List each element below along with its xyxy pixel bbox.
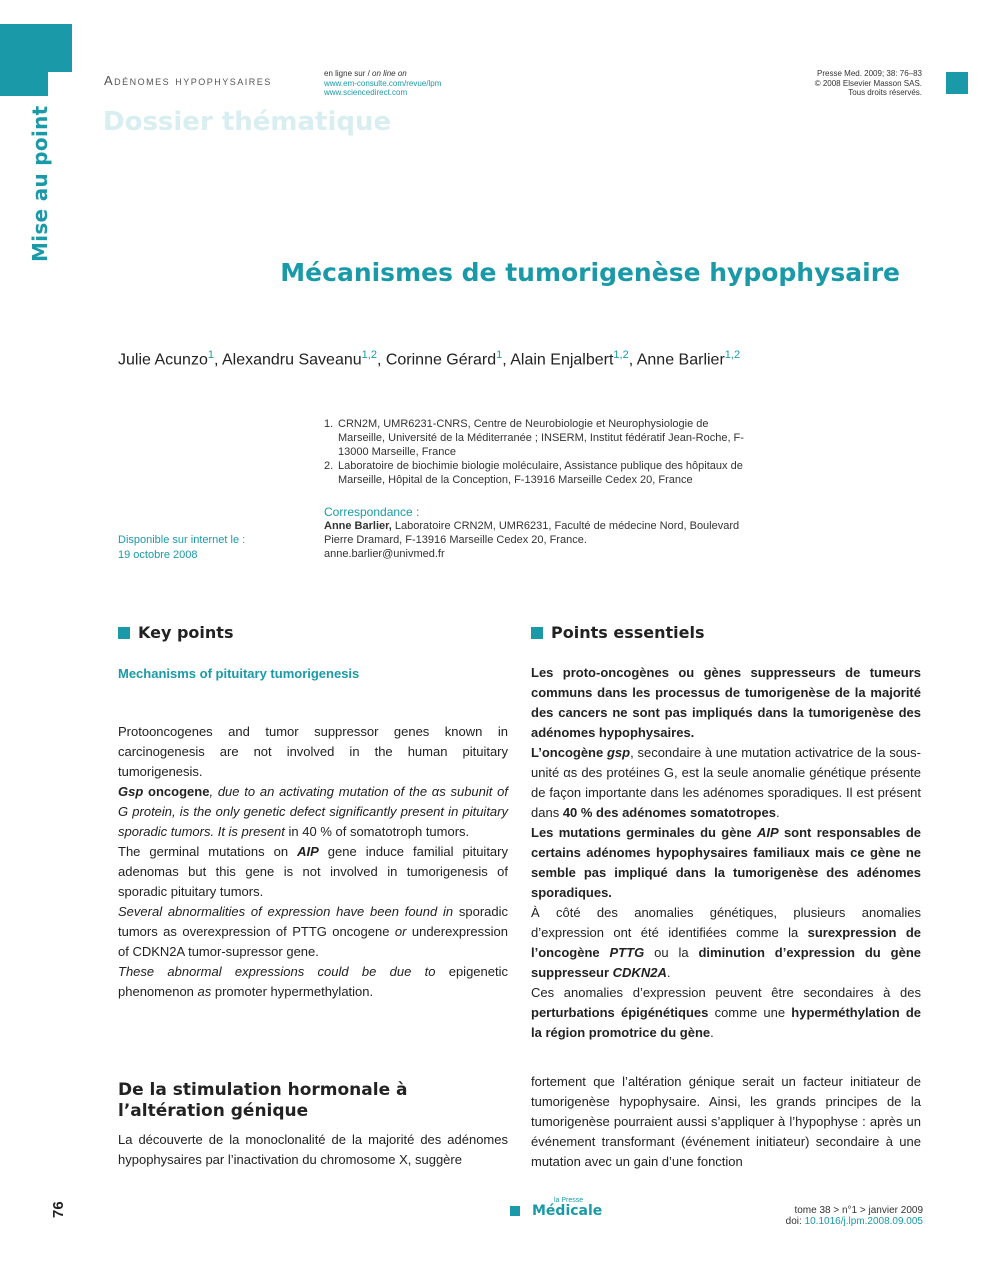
availability-date (118, 533, 245, 563)
doi-line (720, 1216, 923, 1227)
pe-p4-c: diminution d’expression du gène suppresseur (531, 945, 921, 980)
point-paragraph (531, 823, 921, 903)
author-name: Anne Barlier (636, 351, 725, 369)
page-number: 76 (50, 1201, 67, 1218)
pe-p5-b: perturbations épigénétiques (531, 1005, 709, 1020)
pe-p5-c: hyperméthylation de la région promotrice du gène (531, 1005, 921, 1040)
author-separator: , (502, 351, 511, 369)
pe-gsp: gsp (606, 745, 631, 760)
kp-p2-tail: in 40 % of somatotroph tumors. (284, 824, 470, 839)
rubric: Adénomes hypophysaires (104, 73, 272, 88)
author-list (118, 349, 740, 369)
key-point-paragraph (118, 902, 508, 962)
section-title: De la stimulation hormonale à l’altération génique (118, 1080, 408, 1121)
body-text-right: fortement que l’altération génique serait un facteur initiateur de tumorigenèse hypophysaire. Ainsi, les grands principes de la tumorigenèse pourraient aussi s’appliquer à l’hypophyse : après un événement transformant (événement initiateur) secondaire à une mutation avec un gain d’une fonction (531, 1074, 921, 1169)
doi-label: doi: (785, 1216, 805, 1227)
pe-pttg: PTTG (609, 945, 645, 960)
correspondance-body (324, 519, 744, 561)
pe-p3-b: sont responsables de certains adénomes hypophysaires familiaux mais ce gène ne semble pas impliqué dans la tumorigenèse des adénomes sporadiques. (531, 825, 921, 900)
point-paragraph (531, 903, 921, 983)
key-point-paragraph (118, 962, 508, 1002)
point-paragraph (531, 983, 921, 1043)
pe-p1: Les proto-oncogènes ou gènes suppresseurs de tumeurs communs dans les processus de tumorigenèse de la majorité des cancers ne sont pas impliqués dans la tumorigenèse des adénomes hypophysaires. (531, 665, 921, 740)
kp-oncogene: oncogene (143, 784, 210, 799)
correspondance-address: Laboratoire CRN2M, UMR6231, Faculté de médecine Nord, Boulevard Pierre Dramard, F-13916 Marseille Cedex 20, France. (324, 520, 740, 546)
author-separator: , (213, 351, 222, 369)
affiliation-item (324, 459, 744, 487)
pe-p4-b: surexpression de l’oncogène (531, 925, 922, 960)
affiliation-item (324, 417, 744, 459)
points-essentiels-heading (531, 623, 704, 642)
kp-p5-b: epigenetic phenomenon (118, 964, 508, 999)
kp-p1: Protooncogenes and tumor suppressor genes known in carcinogenesis are not involved in the human pituitary tumorigenesis. (118, 724, 508, 779)
journal-info (720, 69, 922, 98)
correspondance-email[interactable]: anne.barlier@univmed.fr (324, 548, 445, 560)
kp-gsp: Gsp (118, 784, 144, 799)
key-point-paragraph (118, 842, 508, 902)
key-point-paragraph (118, 782, 508, 842)
kp-p5-a: These abnormal expressions could be due to (118, 964, 449, 979)
kp-p4-c: underexpression of CDKN2A tumor-supressor gene. (118, 924, 508, 959)
copyright: © 2008 Elsevier Masson SAS. (814, 78, 922, 88)
heading-square-icon (531, 627, 543, 639)
author-name: Corinne Gérard (385, 351, 497, 369)
footer-info (720, 1205, 923, 1227)
pe-p2-a: L’oncogène (531, 745, 607, 760)
affiliations (324, 417, 744, 487)
logo-big-text: Médicale (532, 1203, 603, 1219)
affiliation-number: 1. (324, 418, 334, 430)
pe-aip: AIP (756, 825, 779, 840)
author-affiliation: 1,2 (724, 349, 741, 361)
pe-cdkn2a: CDKN2A (612, 965, 667, 980)
kp-p4-a: Several abnormalities of expression have been found in (118, 904, 459, 919)
logo-small-text: la Presse (554, 1197, 584, 1204)
logo-text (532, 1197, 602, 1219)
doi-link[interactable]: 10.1016/j.lpm.2008.09.005 (804, 1216, 923, 1227)
pe-p2-c: 40 % des adénomes somatotropes (562, 805, 776, 820)
key-points-heading (118, 623, 233, 642)
pe-p5-end: . (710, 1025, 714, 1040)
dossier-label: Dossier thématique (103, 107, 392, 137)
author-affiliation: 1,2 (613, 349, 629, 361)
points-essentiels-text (531, 663, 921, 1043)
pe-p5-a: Ces anomalies d’expression peuvent être secondaires à des (531, 985, 921, 1000)
author-separator: , (628, 351, 637, 369)
online-link-emc[interactable]: www.em-consulte.com/revue/lpm (324, 78, 442, 88)
kp-p3-a: The germinal mutations on (118, 844, 298, 859)
correspondance-name: Anne Barlier, (324, 520, 392, 532)
pe-p4-ou: ou la (644, 945, 699, 960)
issue-info: tome 38 > n°1 > janvier 2009 (794, 1205, 923, 1216)
pe-p2-end: . (775, 805, 780, 820)
author-separator: , (376, 351, 386, 369)
journal-citation: Presse Med. 2009; 38: 76–83 (817, 69, 922, 78)
affiliation-text: Laboratoire de biochimie biologie moléculaire, Assistance publique des hôpitaux de Marseille, Hôpital de la Conception, F-13916 Marseille Cedex 20, France (338, 460, 743, 486)
affiliation-number: 2. (324, 460, 334, 472)
available-label: Disponible sur internet le : (118, 534, 246, 546)
kp-p5-end: . (369, 984, 374, 999)
kp-p5-c: promoter hypermethylation (214, 984, 370, 999)
article-title: Mécanismes de tumorigenèse hypophysaire (280, 258, 900, 287)
pe-p4-a: À côté des anomalies génétiques, plusieurs anomalies d’expression ont été identifiées comme la (531, 905, 921, 940)
pe-p5-comme: comme une (708, 1005, 792, 1020)
author-affiliation: 1,2 (361, 349, 377, 361)
kp-p5-as: as (193, 984, 215, 999)
corner-notch (48, 72, 72, 96)
affiliation-text: CRN2M, UMR6231-CNRS, Centre de Neurobiologie et Neurophysiologie de Marseille, Université de la Méditerranée ; INSERM, Institut fédératif Jean-Roche, F-13000 Marseille, France (338, 418, 744, 458)
point-paragraph (531, 663, 921, 743)
points-essentiels-title: Points essentiels (551, 623, 705, 642)
pe-p2-b: , secondaire à une mutation activatrice de la sous-unité αs des protéines G, est la seule anomalie génétique présente de façon importante dans les adénomes sporadiques. Il est présent dans (531, 745, 921, 820)
correspondance-label: Correspondance : (324, 505, 420, 519)
section-sidebar-label: Mise au point (28, 105, 52, 262)
kp-p2-italic: , due to an activating mutation of the αs subunit of G protein, is the only genetic defect significantly present in pituitary sporadic tumors. It is present (118, 784, 508, 839)
author-affiliation: 1 (496, 349, 503, 361)
author-name: Alexandru Saveanu (221, 351, 362, 369)
available-date: 19 octobre 2008 (118, 549, 198, 561)
rights: Tous droits réservés. (848, 88, 922, 97)
kp-aip: AIP (297, 844, 319, 859)
author-affiliation: 1 (207, 349, 214, 361)
key-points-subtitle: Mechanisms of pituitary tumorigenesis (118, 666, 360, 681)
key-points-title: Key points (138, 623, 234, 642)
author-name: Alain Enjalbert (510, 351, 614, 369)
online-availability (324, 69, 441, 98)
kp-p3-b: gene induce familial pituitary adenomas but this gene is not involved in tumorigenesis of sporadic pituitary tumors. (118, 844, 508, 899)
logo-square-icon (510, 1206, 520, 1216)
body-text-left: La découverte de la monoclonalité de la majorité des adénomes hypophysaires par l’inactivation du chromosome X, suggère (118, 1132, 508, 1167)
author-name: Julie Acunzo (118, 351, 208, 369)
online-label: en ligne sur / (324, 69, 373, 78)
online-label-en: on line on (372, 69, 407, 78)
right-accent-block (946, 72, 968, 94)
key-point-paragraph (118, 722, 508, 782)
pe-p4-end: . (666, 965, 671, 980)
kp-p4-or: or (389, 924, 412, 939)
online-link-sciencedirect[interactable]: www.sciencedirect.com (324, 88, 408, 97)
key-points-text (118, 722, 508, 1002)
journal-logo (510, 1197, 602, 1219)
heading-square-icon (118, 627, 130, 639)
kp-p4-b: sporadic tumors as overexpression of PTTG oncogene (118, 904, 508, 939)
pe-p3-a: Les mutations germinales du gène (531, 825, 757, 840)
point-paragraph (531, 743, 921, 823)
